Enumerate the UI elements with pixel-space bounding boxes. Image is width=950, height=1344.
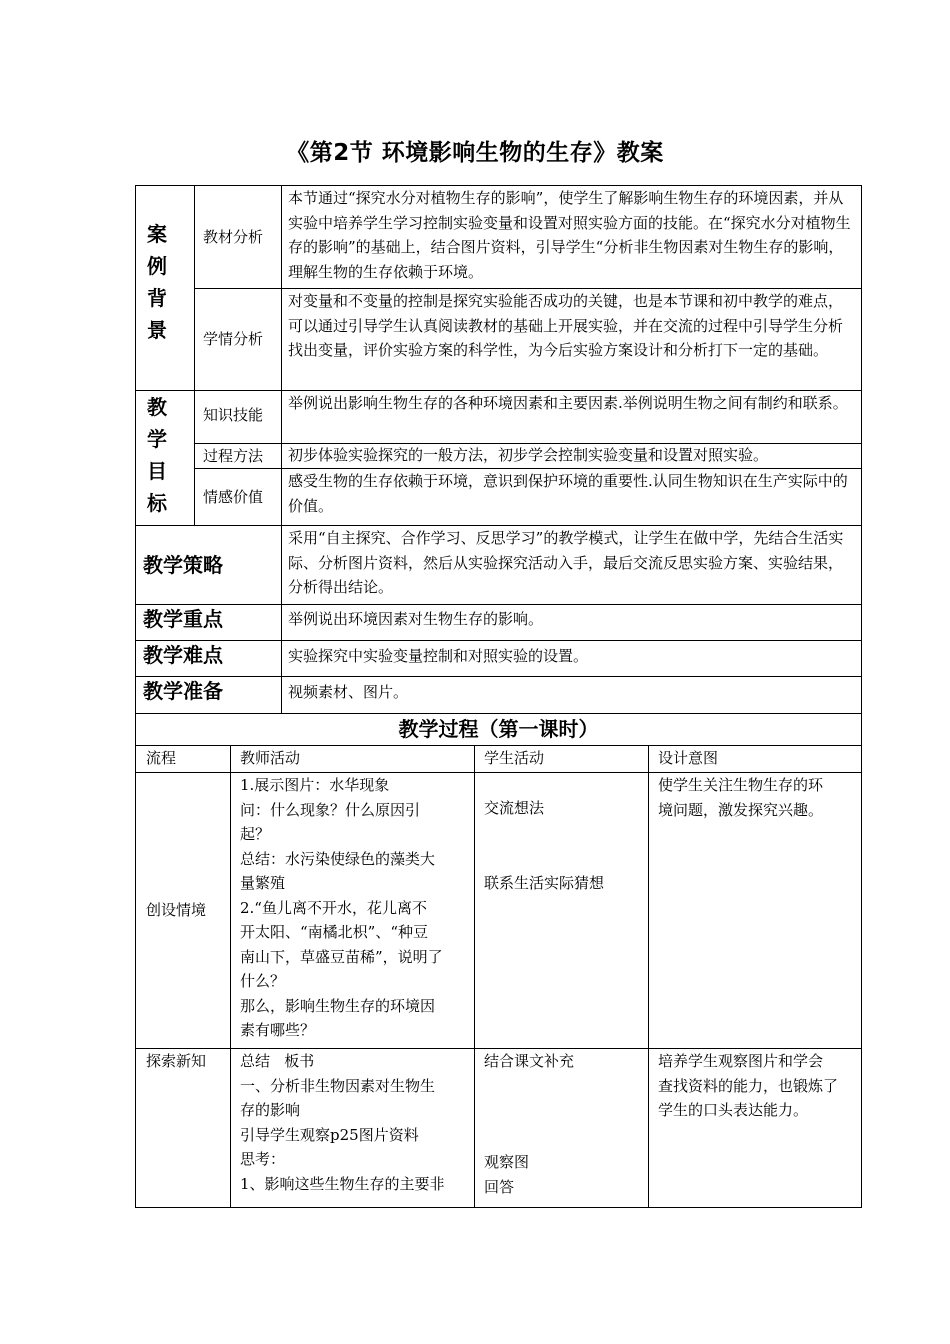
row1-intent: 使学生关注生物生存的环 境问题，激发探究兴趣。	[658, 776, 824, 819]
row1-student-1: 交流想法	[484, 799, 545, 817]
key-point-label: 教学重点	[143, 607, 223, 631]
knowledge-skill-label: 知识技能	[203, 405, 264, 424]
row2-intent: 培养学生观察图片和学会 查找资料的能力，也锻炼了 学生的口头表达能力。	[658, 1052, 839, 1119]
header-intent: 设计意图	[658, 749, 719, 767]
material-analysis-label: 教材分析	[203, 227, 264, 246]
row1-stage: 创设情境	[146, 901, 207, 919]
grid-line	[135, 676, 862, 677]
row2-teacher: 总结 板书 一、分析非生物因素对生物生 存的影响 引导学生观察p25图片资料 思考： 1、影响这些生物生存的主要非	[240, 1052, 445, 1193]
strategy-text: 采用“自主探究、合作学习、反思学习”的教学模式，让学生在做中学，先结合生活实际、分析图片资料，然后从实验探究活动入手，最后交流反思实验方案、实验结果，分析得出结论。	[288, 529, 844, 596]
material-analysis-text: 本节通过“探究水分对植物生存的影响”，使学生了解影响生物生存的环境因素，并从实验中培养学生学习控制实验变量和设置对照实验方面的技能。在“探究水分对植物生存的影响”的基础上，结合图片资料，引导学生“分析非生物因素对生物生存的影响，理解生物的生存依赖于环境。	[288, 189, 851, 281]
preparation-label: 教学准备	[143, 679, 223, 703]
table-border-right	[861, 185, 862, 1208]
grid-line	[474, 745, 475, 1208]
table-border-left	[135, 185, 136, 1208]
student-analysis-label: 学情分析	[203, 330, 264, 349]
emotion-value-label: 情感价值	[203, 487, 264, 506]
grid-line	[135, 640, 862, 641]
row2-student-1: 结合课文补充	[484, 1052, 575, 1070]
emotion-value-text: 感受生物的生存依赖于环境，意识到保护环境的重要性.认同生物知识在生产实际中的价值。	[288, 472, 848, 515]
process-method-label: 过程方法	[203, 446, 264, 465]
process-title: 教学过程（第一课时）	[398, 717, 599, 742]
knowledge-skill-text: 举例说出影响生物生存的各种环境因素和主要因素.举例说明生物之间有制约和联系。	[288, 394, 848, 412]
row2-student-3: 回答	[484, 1178, 515, 1196]
difficulty-label: 教学难点	[143, 643, 223, 667]
row2-stage: 探索新知	[146, 1052, 207, 1070]
difficulty-text: 实验探究中实验变量控制和对照实验的设置。	[288, 647, 589, 665]
grid-line	[135, 1207, 862, 1208]
strategy-label: 教学策略	[143, 553, 223, 577]
row2-student-2: 观察图	[484, 1153, 530, 1171]
header-teacher: 教师活动	[240, 749, 301, 767]
grid-line	[230, 745, 231, 1208]
grid-line	[135, 604, 862, 605]
preparation-text: 视频素材、图片。	[288, 683, 409, 701]
background-label: 案 例 背 景	[147, 222, 167, 342]
page-title: 《第2节 环境影响生物的生存》教案	[286, 140, 664, 166]
header-stage: 流程	[146, 749, 177, 767]
grid-line	[648, 745, 649, 1208]
row1-student-2: 联系生活实际猜想	[484, 874, 605, 892]
header-student: 学生活动	[484, 749, 545, 767]
goals-label: 教 学 目 标	[147, 395, 167, 515]
row1-teacher: 1.展示图片：水华现象 问：什么现象？什么原因引 起？ 总结：水污染使绿色的藻类大 量繁殖 2.“鱼儿离不开水，花儿离不 开太阳、“南橘北枳”、“种豆 南山下，草盛豆苗稀”，说明了 什么？ 那么，影响生物生存的环境因 素有哪些？	[240, 776, 443, 1039]
student-analysis-text: 对变量和不变量的控制是探究实验能否成功的关键，也是本节课和初中教学的难点，可以通过引导学生认真阅读教材的基础上开展实验，并在交流的过程中引导学生分析找出变量，评价实验方案的科学性，为今后实验方案设计和分析打下一定的基础。	[288, 292, 844, 359]
key-point-text: 举例说出环境因素对生物生存的影响。	[288, 610, 544, 628]
process-method-text: 初步体验实验探究的一般方法，初步学会控制实验变量和设置对照实验。	[288, 446, 769, 464]
